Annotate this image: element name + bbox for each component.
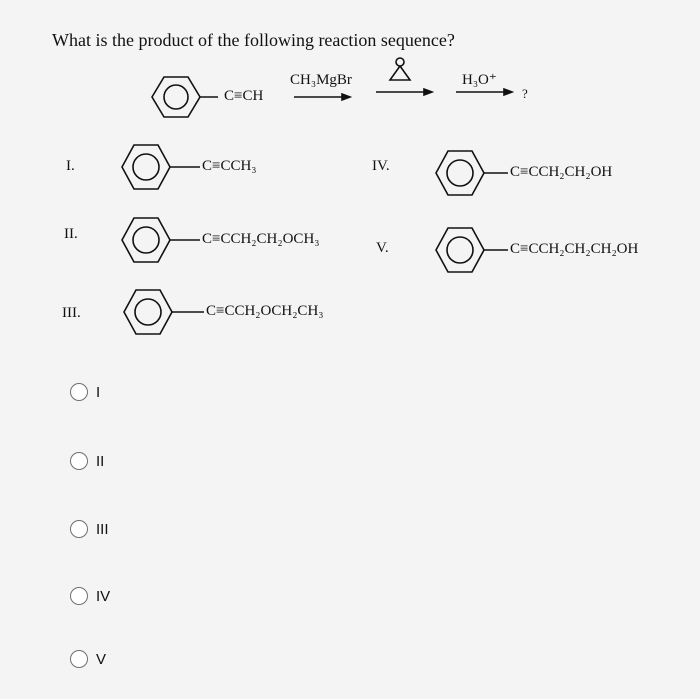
- reagent-1: CH₃MgBr: [290, 72, 352, 88]
- epoxide-icon: [390, 58, 410, 80]
- choice-3-numeral: III.: [62, 305, 81, 321]
- answer-option-1[interactable]: [70, 383, 100, 401]
- answer-option-label: IV: [96, 587, 111, 605]
- benzene-ring-start: [152, 77, 218, 117]
- reaction-arrow-3: [456, 89, 512, 95]
- benzene-ring-choice-3: [124, 290, 204, 334]
- answer-option-4[interactable]: [70, 587, 110, 605]
- question-text: What is the product of the following reaction sequence?: [52, 30, 455, 50]
- radio-icon[interactable]: [70, 520, 88, 538]
- reagent-3: H₃O⁺: [462, 72, 497, 88]
- answer-option-label: II: [96, 452, 105, 470]
- choice-1-formula: C≡CCH₃: [202, 158, 257, 174]
- choice-4-numeral: IV.: [372, 158, 390, 174]
- reaction-arrow-1: [294, 94, 350, 100]
- choice-2-formula: C≡CCH₂CH₂OCH₃: [202, 231, 320, 247]
- answer-option-label: V: [96, 650, 107, 668]
- choice-2-numeral: II.: [64, 226, 78, 242]
- benzene-ring-choice-1: [122, 145, 200, 189]
- choice-1-numeral: I.: [66, 158, 75, 174]
- product-unknown: ?: [522, 86, 528, 101]
- radio-icon[interactable]: [70, 452, 88, 470]
- benzene-ring-choice-4: [436, 151, 508, 195]
- radio-icon[interactable]: [70, 383, 88, 401]
- reaction-arrow-2: [376, 89, 432, 95]
- benzene-ring-choice-5: [436, 228, 508, 272]
- answer-option-5[interactable]: [70, 650, 106, 668]
- answer-option-label: III: [96, 520, 109, 538]
- choice-5-numeral: V.: [376, 240, 389, 256]
- start-substituent: C≡CH: [224, 88, 264, 104]
- answer-option-label: I: [96, 383, 101, 401]
- radio-icon[interactable]: [70, 587, 88, 605]
- benzene-ring-choice-2: [122, 218, 200, 262]
- radio-icon[interactable]: [70, 650, 88, 668]
- choice-4-formula: C≡CCH₂CH₂OH: [510, 164, 613, 180]
- answer-option-2[interactable]: [70, 452, 104, 470]
- choice-3-formula: C≡CCH₂OCH₂CH₃: [206, 303, 324, 319]
- answer-option-3[interactable]: [70, 520, 109, 538]
- choice-5-formula: C≡CCH₂CH₂CH₂OH: [510, 241, 639, 257]
